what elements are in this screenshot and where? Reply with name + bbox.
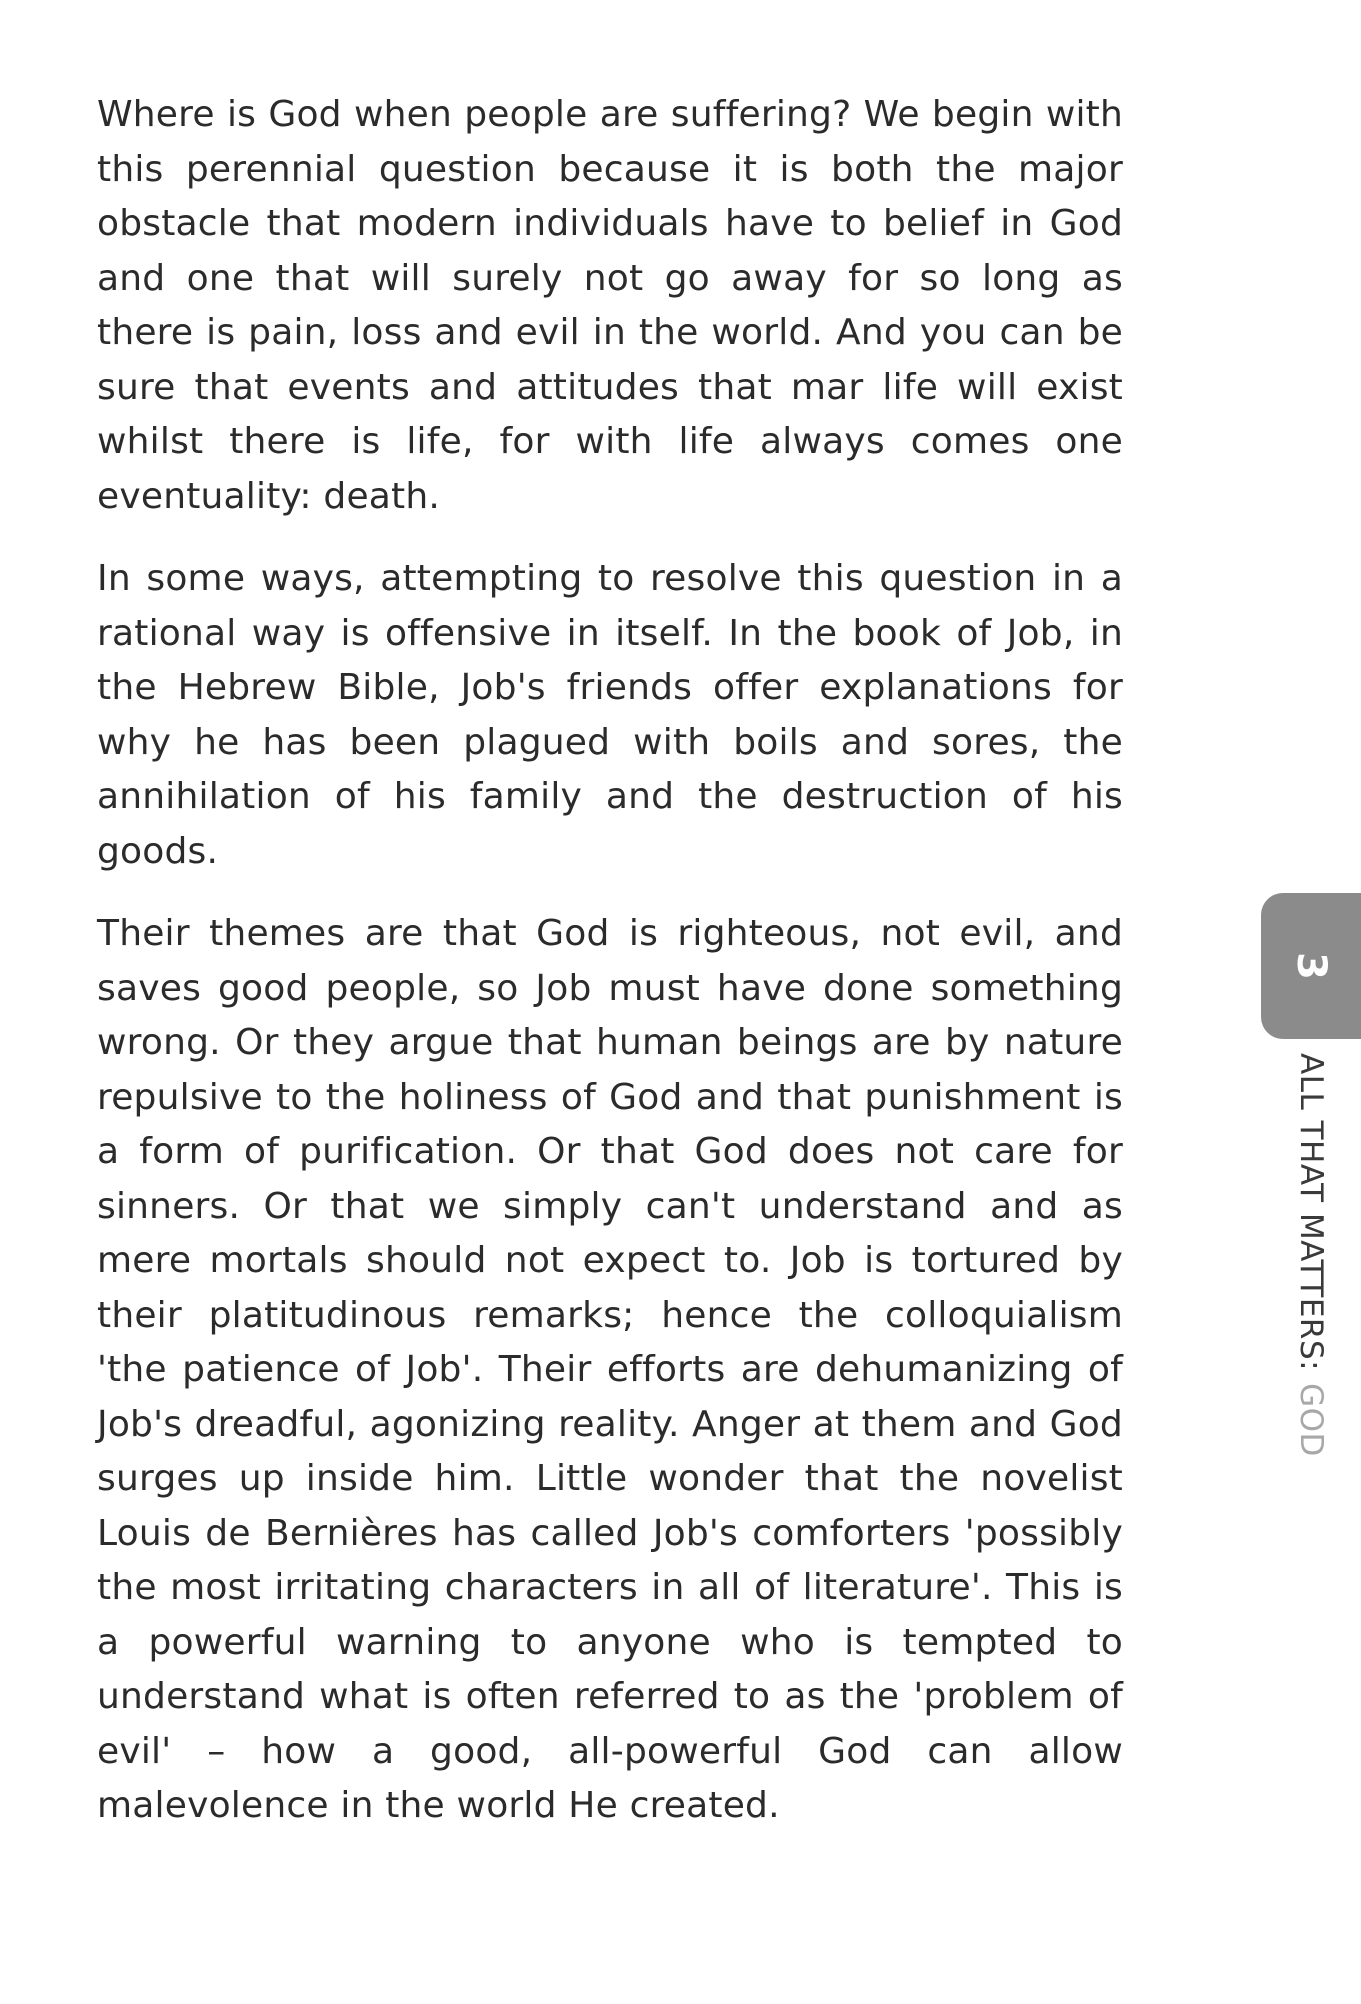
paragraph-2: In some ways, attempting to resolve this question in a rational way is offensive in itself. In the book of Job, in the Hebrew Bible, Job's friends offer explanations for why he has been plagued with boils and sores, the annihilation of his family and the destruction of his goods. xyxy=(97,558,1123,872)
paragraph-3: Their themes are that God is righteous, not evil, and saves good people, so Job must have done something wrong. Or they argue that human beings are by nature repulsive to the holiness of God and that punishment is a form of purification. Or that God does not care for sinners. Or that we simply can't understand and as mere mortals should not expect to. Job is tortured by their platitudinous remarks; hence the colloquialism 'the patience of Job'. Their efforts are dehumanizing of Job's dreadful, agonizing reality. Anger at them and God surges up inside him. Little wonder that the novelist Louis de Bernières has called Job's comforters 'possibly the most irritating characters in all of literature'. This is a powerful warning to anyone who is tempted to understand what is often referred to as the 'problem of evil' – how a good, all-powerful God can allow malevolence in the world He created. xyxy=(97,913,1123,1826)
running-head xyxy=(1291,1053,1331,1493)
running-head-title: ALL THAT MATTERS: xyxy=(1293,1053,1329,1372)
running-head-subject: GOD xyxy=(1293,1383,1329,1457)
paragraph-1: Where is God when people are suffering? We begin with this perennial question because it is both the major obstacle that modern individuals have to belief in God and one that will surely not go away for so long as there is pain, loss and evil in the world. And you can be sure that events and attitudes that mar life will exist whilst there is life, for with life always comes one eventuality: death. xyxy=(97,94,1123,517)
chapter-tab xyxy=(1261,893,1361,1039)
running-head-text xyxy=(1291,1053,1331,1457)
chapter-number: 3 xyxy=(1288,952,1334,980)
body-text xyxy=(97,88,1123,1862)
